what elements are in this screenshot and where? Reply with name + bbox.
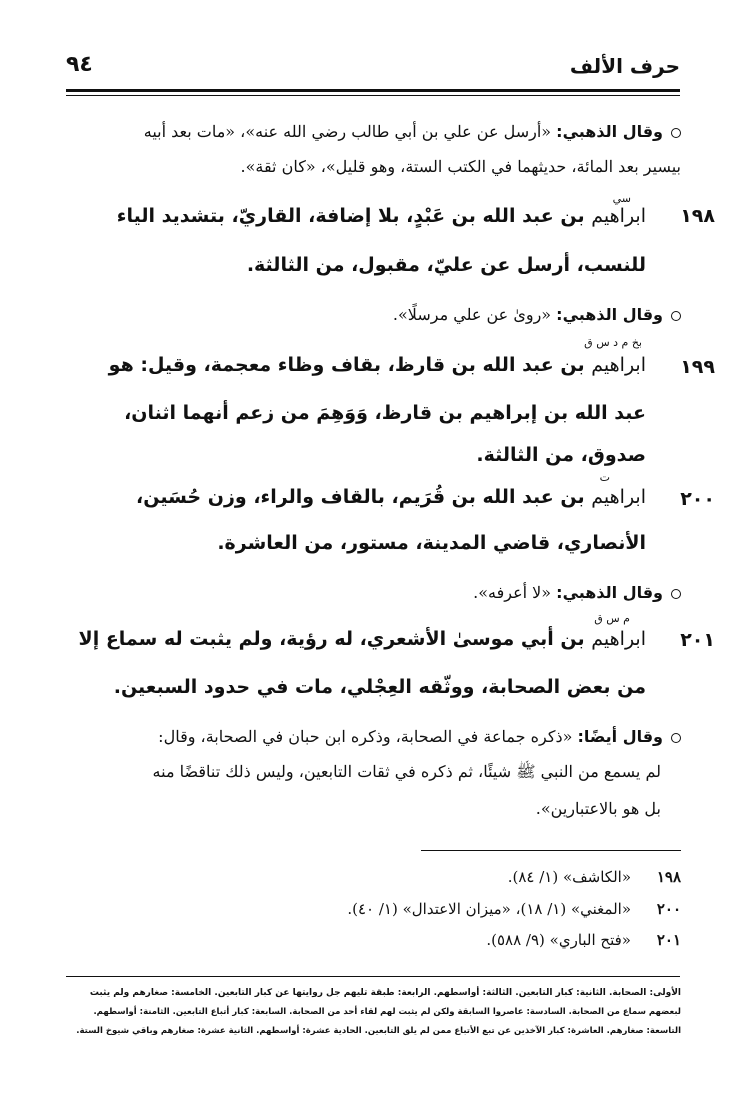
chapter-title: حرف الألف — [569, 54, 680, 78]
footnote-201: ٢٠١«فتح الباري» (٩/ ٥٨٨). — [486, 931, 681, 949]
dhahabi-quote-line-2: بيسير بعد المائة، حديثهما في الكتب الستة، وهو قليل»، «كان ثقة». — [240, 157, 681, 176]
entry-201-line-2: من بعض الصحابة، ووثّقه العِجْلي، مات في حدود السبعين. — [113, 676, 646, 698]
entry-200-line-1: ابراهيم بن عبد الله بن قُرَيم، بالقاف والراء، وزن حُسَين، — [136, 486, 646, 508]
footnote-200: ٢٠٠«المغني» (١/ ١٨)، «ميزان الاعتدال» (١/ ٤٠). — [347, 900, 681, 918]
entry-199-line-3: صدوق، من الثالثة. — [476, 444, 646, 466]
footnote-198: ١٩٨«الكاشف» (١/ ٨٤). — [507, 868, 681, 886]
header-rule-thick — [66, 89, 680, 92]
entry-199-line-1: ابراهيم بن عبد الله بن قارظ، بقاف وظاء معجمة، وقيل: هو — [108, 354, 646, 376]
page-number: ٩٤ — [66, 52, 93, 77]
page-header — [66, 50, 680, 90]
circle-bullet-icon — [671, 311, 681, 321]
circle-bullet-icon — [671, 589, 681, 599]
dhahabi-quote-198: وقال الذهبي: «روىٰ عن علي مرسلًا». — [393, 305, 681, 324]
entry-200-line-2: الأنصاري، قاضي المدينة، مستور، من العاشرة. — [217, 532, 646, 554]
dhahabi-quote-201-line-1: وقال أيضًا: «ذكره جماعة في الصحابة، وذكره ابن حبان في الصحابة، وقال: — [158, 727, 681, 746]
entry-198-line-1: ابراهيم بن عبد الله بن عَبْدٍ، بلا إضافة، القاريّ، بتشديد الياء — [116, 205, 646, 227]
dhahabi-quote-200: وقال الذهبي: «لا أعرفه». — [473, 583, 681, 602]
entry-198-line-2: للنسب، أرسل عن عليّ، مقبول، من الثالثة. — [246, 254, 646, 276]
header-rule-thin — [66, 95, 680, 96]
narrator-symbol-199: بخ م د س ق — [584, 336, 642, 349]
legend-separator — [66, 976, 680, 977]
entry-number-200: ٢٠٠ — [680, 488, 715, 510]
entry-number-201: ٢٠١ — [680, 629, 715, 651]
dhahabi-quote-201-line-3: بل هو بالاعتبارين». — [535, 799, 661, 818]
circle-bullet-icon — [671, 733, 681, 743]
narrator-symbol-198: سي — [612, 192, 631, 205]
narrator-symbol-201: م س ق — [594, 612, 630, 625]
tabaqat-legend-line-2: لبعضهم سماع من الصحابة. السادسة: عاصروا السابقة ولكن لم يثبت لهم لقاء أحد من الصحابة. السابعة: كبار أتباع التابعين. الثامنة: أواسطهم. — [93, 1007, 681, 1017]
narrator-symbol-200: ت — [599, 471, 610, 484]
entry-201-line-1: ابراهيم بن أبي موسىٰ الأشعري، له رؤية، ولم يثبت له سماع إلا — [78, 628, 646, 650]
footnote-separator — [421, 850, 681, 851]
tabaqat-legend-line-3: التاسعة: صغارهم. العاشرة: كبار الآخذين عن تبع الأتباع ممن لم يلق التابعين. الحادية عشرة: أواسطهم. الثانية عشرة: صغارهم وباقي شيوخ الستة. — [76, 1026, 681, 1036]
dhahabi-quote-201-line-2: لم يسمع من النبي ﷺ شيئًا، ثم ذكره في ثقات التابعين، وليس ذلك تناقضًا منه — [152, 762, 661, 781]
tabaqat-legend-line-1: الأولى: الصحابة. الثانية: كبار التابعين. الثالثة: أواسطهم. الرابعة: طبقة تليهم جل روايتها عن كبار التابعين. الخامسة: صغارهم ولم يثبت — [89, 988, 681, 998]
dhahabi-quote-line-1: وقال الذهبي: «أرسل عن علي بن أبي طالب رضي الله عنه»، «مات بعد أبيه — [144, 122, 681, 141]
entry-number-199: ١٩٩ — [680, 356, 715, 378]
entry-number-198: ١٩٨ — [680, 205, 715, 227]
circle-bullet-icon — [671, 128, 681, 138]
entry-199-line-2: عبد الله بن إبراهيم بن قارظ، وَوَهِمَ من زعم أنهما اثنان، — [124, 402, 646, 424]
